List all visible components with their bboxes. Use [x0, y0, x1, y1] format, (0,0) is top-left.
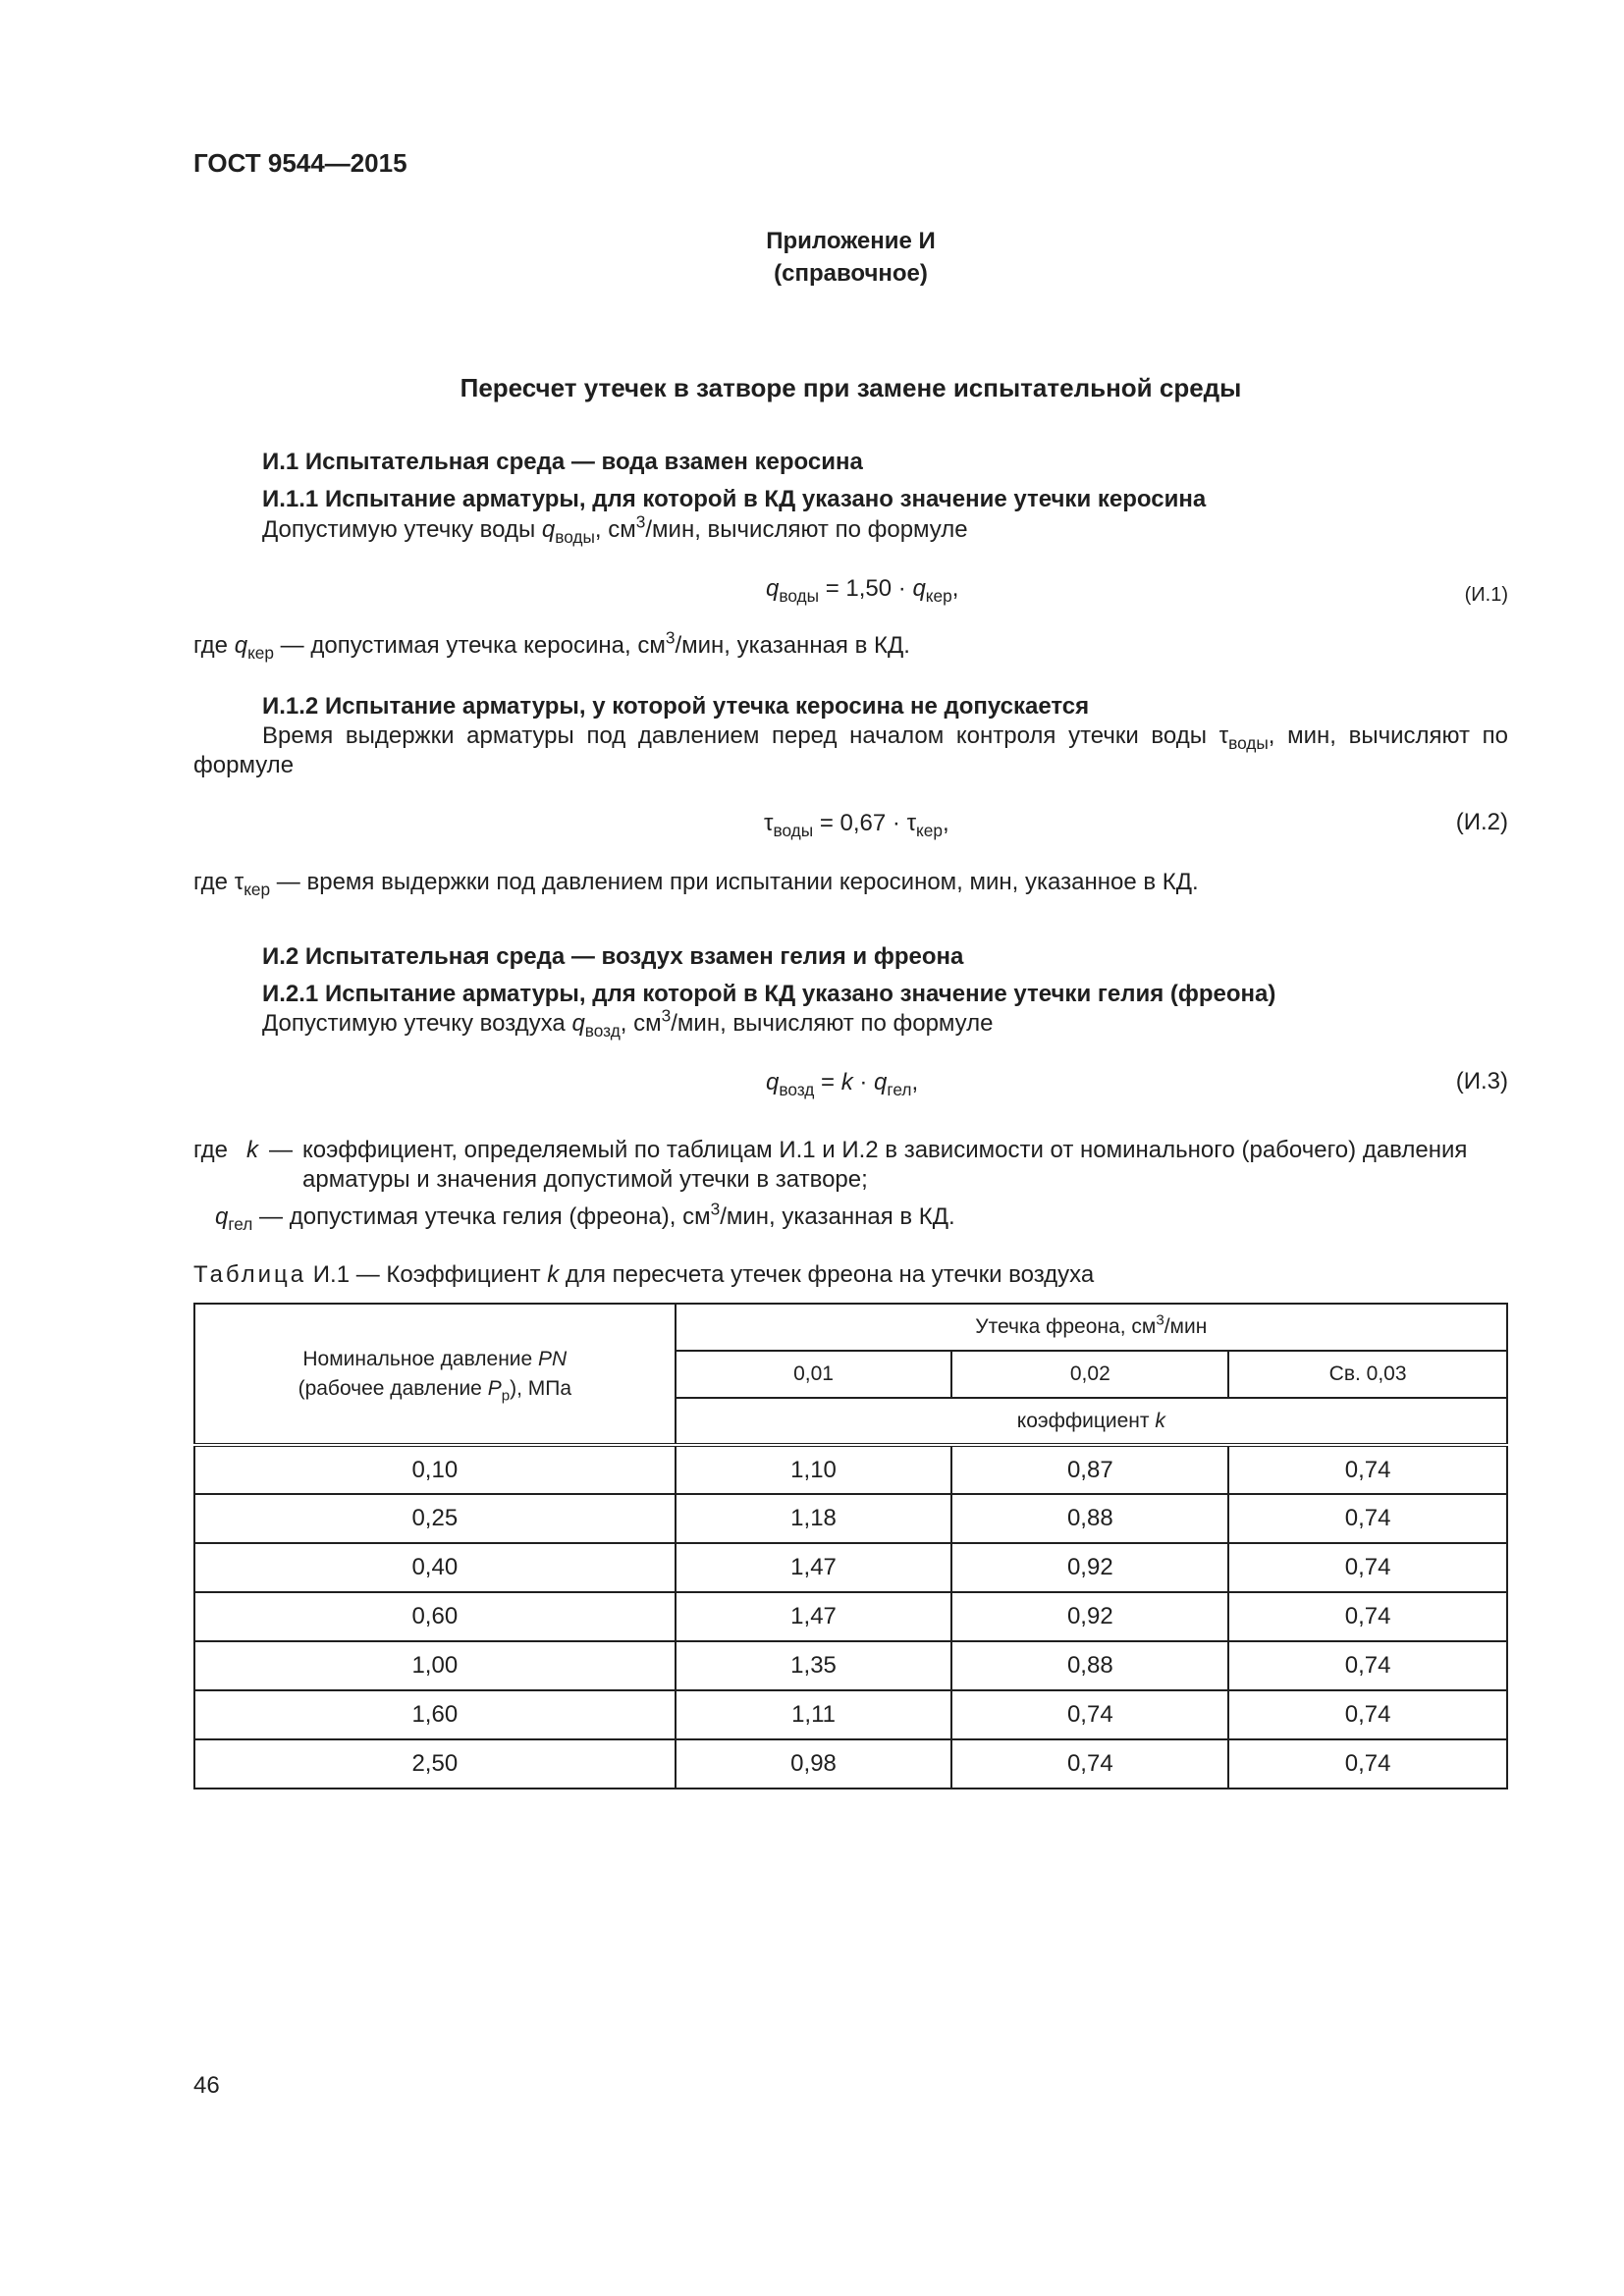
symbol-tau: τ	[234, 869, 244, 895]
subscript: кер	[244, 880, 271, 900]
page-title: Пересчет утечек в затворе при замене испытательной среды	[460, 373, 1242, 402]
table-header-leak-value: 0,01	[676, 1351, 952, 1398]
table-cell: 0,74	[951, 1739, 1228, 1789]
symbol-q: q	[874, 1069, 888, 1095]
table-cell: 0,74	[1228, 1445, 1507, 1494]
symbol-k: k	[840, 1069, 853, 1095]
subscript: кер	[925, 586, 952, 607]
text: , см	[620, 1010, 662, 1037]
table-cell: 1,18	[676, 1494, 952, 1543]
symbol-k: k	[1155, 1409, 1165, 1432]
text: ), МПа	[510, 1376, 572, 1400]
where-k-line2: арматуры и значения допустимой утечки в затворе;	[302, 1166, 868, 1193]
table-cell: 0,92	[951, 1592, 1228, 1641]
subscript: воды	[773, 821, 814, 841]
formula-number-2: (И.2)	[1455, 809, 1508, 835]
superscript: 3	[710, 1199, 721, 1219]
appendix-label: Приложение И	[766, 228, 936, 254]
page-number: 46	[193, 2072, 220, 2099]
symbol-pn: PN	[538, 1347, 568, 1370]
where-clause-2	[193, 868, 1199, 900]
text: Номинальное давление	[302, 1347, 539, 1370]
table-cell: 1,47	[676, 1543, 952, 1592]
text: ,	[951, 575, 959, 602]
table-cell: 1,00	[194, 1641, 676, 1690]
document-id: ГОСТ 9544—2015	[193, 148, 407, 178]
dash: —	[269, 1137, 293, 1163]
subscript: воды	[1228, 733, 1269, 754]
superscript: 3	[661, 1005, 672, 1026]
subscript: кер	[247, 643, 275, 664]
table-caption	[193, 1260, 1094, 1290]
section-heading-1: И.1 Испытательная среда — вода взамен керосина	[262, 449, 863, 475]
text: где	[193, 869, 235, 895]
symbol-q: q	[912, 575, 926, 602]
text: для пересчета утечек фреона на утечки воздуха	[559, 1261, 1095, 1288]
symbol-k: k	[246, 1137, 258, 1163]
table-cell: 0,60	[194, 1592, 676, 1641]
formula-1	[766, 574, 959, 607]
symbol-tau: τ	[906, 810, 917, 836]
symbol-q: q	[234, 632, 248, 659]
text: И.1 — Коэффициент	[306, 1261, 548, 1288]
paragraph-1-1	[262, 511, 968, 548]
where-clause-1	[193, 627, 910, 664]
text: /мин, указанная в КД.	[675, 632, 910, 659]
table-cell: 0,74	[1228, 1641, 1507, 1690]
table-header-leak-value: 0,02	[951, 1351, 1228, 1398]
symbol-tau: τ	[1218, 722, 1229, 749]
table-cell: 0,74	[1228, 1690, 1507, 1739]
table-cell: 0,74	[951, 1690, 1228, 1739]
text: = 1,50 ·	[819, 575, 913, 602]
text: где	[193, 632, 235, 659]
text: /мин, вычисляют по формуле	[645, 516, 968, 543]
table-row	[194, 1592, 1507, 1641]
symbol-q: q	[766, 575, 780, 602]
text: , мин, вычисляют по	[1268, 722, 1508, 749]
superscript: 3	[1156, 1311, 1164, 1329]
text: ·	[852, 1069, 875, 1095]
table-cell: 1,10	[676, 1445, 952, 1494]
subscript: р	[501, 1386, 511, 1404]
table-row	[194, 1445, 1507, 1494]
text: коэффициент	[1016, 1409, 1156, 1432]
subscript: кер	[916, 821, 943, 841]
table-cell: 2,50	[194, 1739, 676, 1789]
formula-number-3: (И.3)	[1455, 1068, 1508, 1095]
text: Утечка фреона, см	[975, 1315, 1157, 1338]
table-header-leak-value: Св. 0,03	[1228, 1351, 1507, 1398]
text: = 0,67 ·	[813, 810, 907, 836]
table-cell: 0,74	[1228, 1543, 1507, 1592]
table-cell: 1,60	[194, 1690, 676, 1739]
appendix-type: (справочное)	[774, 260, 928, 287]
where-k-line1: коэффициент, определяемый по таблицам И.1 и И.2 в зависимости от номинального (рабочего) давления	[302, 1137, 1468, 1163]
symbol-q: q	[571, 1010, 585, 1037]
table-cell: 0,74	[1228, 1494, 1507, 1543]
text: Время выдержки арматуры под давлением перед началом контроля утечки воды	[262, 722, 1219, 749]
table-cell: 0,88	[951, 1494, 1228, 1543]
text: Допустимую утечку воздуха	[262, 1010, 572, 1037]
text: /мин, вычисляют по формуле	[671, 1010, 994, 1037]
text: — время выдержки под давлением при испытании керосином, мин, указанное в КД.	[270, 869, 1199, 895]
section-heading-2: И.2 Испытательная среда — воздух взамен гелия и фреона	[262, 943, 964, 970]
paragraph-1-2	[262, 721, 1508, 754]
formula-3	[766, 1068, 919, 1100]
subsection-heading-2-1: И.2.1 Испытание арматуры, для которой в КД указано значение утечки гелия (фреона)	[262, 981, 1276, 1007]
table-cell: 0,74	[1228, 1592, 1507, 1641]
table-cell: 0,10	[194, 1445, 676, 1494]
table-cell: 0,74	[1228, 1739, 1507, 1789]
table-row	[194, 1641, 1507, 1690]
table-cell: 1,47	[676, 1592, 952, 1641]
paragraph-2-1	[262, 1005, 994, 1041]
appendix-heading	[0, 225, 1624, 290]
text: , см	[594, 516, 636, 543]
table-cell: 0,25	[194, 1494, 676, 1543]
table-row	[194, 1494, 1507, 1543]
symbol-tau: τ	[764, 810, 774, 836]
paragraph-1-2-continuation: формуле	[193, 752, 295, 778]
subsection-heading-1-2: И.1.2 Испытание арматуры, у которой утечка керосина не допускается	[262, 693, 1090, 720]
table-header-leak-group	[676, 1304, 1507, 1351]
symbol-k: k	[547, 1261, 560, 1288]
text: =	[814, 1069, 841, 1095]
table-header-coefficient	[676, 1398, 1507, 1445]
text: /мин	[1164, 1315, 1208, 1338]
text: — допустимая утечка гелия (фреона), см	[252, 1203, 711, 1230]
text: (рабочее давление	[298, 1376, 488, 1400]
table-cell: 0,98	[676, 1739, 952, 1789]
symbol-q: q	[541, 516, 556, 543]
superscript: 3	[665, 627, 676, 648]
superscript: 3	[635, 511, 646, 532]
table-cell: 1,35	[676, 1641, 952, 1690]
subscript: гел	[228, 1214, 253, 1235]
table-row	[194, 1543, 1507, 1592]
formula-2	[764, 809, 949, 841]
table-cell: 0,88	[951, 1641, 1228, 1690]
where-label: где	[193, 1137, 229, 1163]
table-cell: 1,11	[676, 1690, 952, 1739]
text: — допустимая утечка керосина, см	[274, 632, 666, 659]
where-q-clause	[215, 1199, 955, 1235]
subscript: возд	[779, 1080, 815, 1100]
symbol-p: P	[487, 1376, 502, 1400]
table-cell: 0,40	[194, 1543, 676, 1592]
subscript: воды	[555, 527, 595, 548]
symbol-q: q	[766, 1069, 780, 1095]
subsection-heading-1-1: И.1.1 Испытание арматуры, для которой в КД указано значение утечки керосина	[262, 486, 1207, 512]
symbol-q: q	[215, 1203, 229, 1230]
text: ,	[911, 1069, 919, 1095]
subscript: воды	[779, 586, 820, 607]
table-cell: 0,92	[951, 1543, 1228, 1592]
subscript: гел	[887, 1080, 912, 1100]
table-cell: 0,87	[951, 1445, 1228, 1494]
text: ,	[943, 810, 949, 836]
text: /мин, указанная в КД.	[720, 1203, 955, 1230]
subscript: возд	[584, 1021, 621, 1041]
text: Допустимую утечку воды	[262, 516, 542, 543]
table-row	[194, 1690, 1507, 1739]
caption-label: Таблица	[193, 1261, 307, 1288]
table-header-pressure	[194, 1304, 676, 1445]
table-row	[194, 1739, 1507, 1789]
coefficient-table	[193, 1303, 1508, 1789]
formula-number-1: (И.1)	[1464, 584, 1508, 606]
